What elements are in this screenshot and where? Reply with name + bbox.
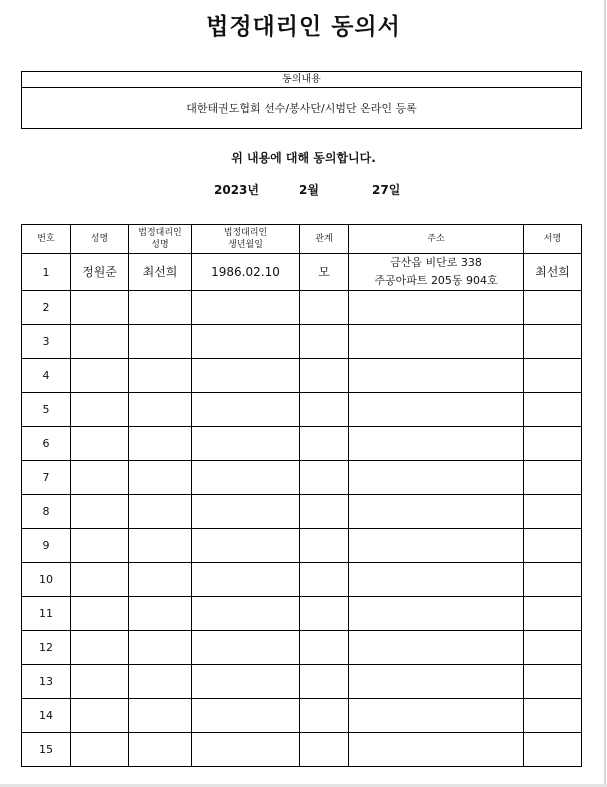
cell-name: [71, 733, 129, 767]
cell-number: 7: [22, 461, 71, 495]
table-body: [22, 254, 582, 767]
cell-relation: [300, 495, 349, 529]
table-row: [22, 427, 582, 461]
cell-address: [349, 254, 524, 291]
table-row: [22, 665, 582, 699]
cell-number: 3: [22, 325, 71, 359]
cell-number: 12: [22, 631, 71, 665]
header-guardian-birth-line: 생년월일: [228, 240, 263, 250]
cell-guardian-name: [129, 733, 192, 767]
cell-guardian-birth: [192, 495, 300, 529]
cell-name: 정원준: [71, 254, 129, 291]
cell-number: 10: [22, 563, 71, 597]
cell-guardian-birth: [192, 563, 300, 597]
cell-number: 1: [22, 254, 71, 291]
consent-text: 대한태권도협회 선수/봉사단/시범단 온라인 등록: [186, 102, 417, 115]
cell-number: 15: [22, 733, 71, 767]
cell-relation: [300, 393, 349, 427]
cell-address: [349, 325, 524, 359]
date-month: 2월: [299, 183, 319, 197]
cell-name: [71, 631, 129, 665]
cell-name: [71, 665, 129, 699]
address-line: 금산읍 비단로 338: [390, 256, 482, 269]
cell-guardian-name: [129, 427, 192, 461]
date-year: 2023년: [214, 183, 259, 197]
cell-signature: [524, 699, 582, 733]
cell-signature: [524, 597, 582, 631]
cell-signature: [524, 631, 582, 665]
header-guardian-name-line: 성명: [151, 240, 169, 250]
table-row: [22, 359, 582, 393]
table-row: [22, 631, 582, 665]
table-row: [22, 597, 582, 631]
table-header-row: [22, 225, 582, 254]
cell-relation: 모: [300, 254, 349, 291]
consent-header: 동의내용: [22, 72, 581, 88]
header-address: 주소: [349, 225, 524, 254]
cell-guardian-birth: [192, 665, 300, 699]
table-row: [22, 393, 582, 427]
cell-relation: [300, 733, 349, 767]
cell-relation: [300, 563, 349, 597]
header-guardian-birth: [192, 225, 300, 254]
cell-name: [71, 359, 129, 393]
cell-name: [71, 427, 129, 461]
cell-address: [349, 733, 524, 767]
table-row: [22, 461, 582, 495]
cell-guardian-name: [129, 631, 192, 665]
cell-name: [71, 461, 129, 495]
cell-guardian-birth: [192, 291, 300, 325]
date-day: 27일: [372, 183, 401, 197]
cell-address: [349, 631, 524, 665]
header-guardian-name: [129, 225, 192, 254]
cell-number: 4: [22, 359, 71, 393]
cell-signature: [524, 427, 582, 461]
page-edge-right: [604, 0, 606, 787]
cell-number: 14: [22, 699, 71, 733]
cell-number: 2: [22, 291, 71, 325]
table-row: [22, 495, 582, 529]
cell-signature: [524, 461, 582, 495]
cell-address: [349, 291, 524, 325]
header-guardian-name-line: 법정대리인: [138, 228, 182, 238]
table-row: [22, 325, 582, 359]
agreement-statement: 위 내용에 대해 동의합니다.: [231, 151, 376, 165]
cell-number: 6: [22, 427, 71, 461]
table-row: [22, 733, 582, 767]
cell-relation: [300, 597, 349, 631]
cell-name: [71, 325, 129, 359]
cell-relation: [300, 291, 349, 325]
cell-relation: [300, 325, 349, 359]
cell-guardian-birth: [192, 461, 300, 495]
guardian-table: [21, 224, 582, 767]
cell-guardian-birth: [192, 427, 300, 461]
cell-guardian-name: [129, 495, 192, 529]
cell-signature: [524, 359, 582, 393]
cell-name: [71, 291, 129, 325]
cell-address: [349, 427, 524, 461]
cell-number: 8: [22, 495, 71, 529]
cell-guardian-birth: 1986.02.10: [192, 254, 300, 291]
cell-guardian-name: [129, 393, 192, 427]
cell-address: [349, 529, 524, 563]
cell-signature: [524, 665, 582, 699]
cell-relation: [300, 631, 349, 665]
header-name: 성명: [71, 225, 129, 254]
cell-relation: [300, 427, 349, 461]
cell-signature: [524, 495, 582, 529]
table-row: [22, 291, 582, 325]
header-guardian-birth-line: 법정대리인: [223, 228, 268, 238]
cell-name: [71, 563, 129, 597]
cell-signature: [524, 325, 582, 359]
cell-signature: 최선희: [524, 254, 582, 291]
table-row: [22, 529, 582, 563]
cell-address: [349, 665, 524, 699]
cell-guardian-name: [129, 529, 192, 563]
address-line: 주공아파트 205동 904호: [374, 274, 498, 287]
cell-guardian-birth: [192, 733, 300, 767]
cell-name: [71, 393, 129, 427]
cell-name: [71, 597, 129, 631]
cell-guardian-birth: [192, 631, 300, 665]
cell-relation: [300, 699, 349, 733]
cell-number: 5: [22, 393, 71, 427]
cell-number: 11: [22, 597, 71, 631]
cell-number: 9: [22, 529, 71, 563]
cell-guardian-name: [129, 359, 192, 393]
cell-guardian-name: 최선희: [129, 254, 192, 291]
cell-name: [71, 529, 129, 563]
cell-address: [349, 597, 524, 631]
cell-guardian-birth: [192, 597, 300, 631]
cell-address: [349, 359, 524, 393]
cell-guardian-name: [129, 665, 192, 699]
cell-address: [349, 699, 524, 733]
cell-guardian-birth: [192, 699, 300, 733]
cell-name: [71, 699, 129, 733]
table-row: [22, 699, 582, 733]
header-number: 번호: [22, 225, 71, 254]
cell-guardian-name: [129, 325, 192, 359]
cell-relation: [300, 461, 349, 495]
cell-guardian-birth: [192, 359, 300, 393]
cell-guardian-name: [129, 597, 192, 631]
cell-relation: [300, 359, 349, 393]
cell-guardian-birth: [192, 393, 300, 427]
cell-address: [349, 393, 524, 427]
cell-guardian-birth: [192, 529, 300, 563]
cell-address: [349, 563, 524, 597]
cell-relation: [300, 529, 349, 563]
cell-signature: [524, 529, 582, 563]
cell-relation: [300, 665, 349, 699]
document-title: 법정대리인 동의서: [206, 13, 401, 40]
cell-signature: [524, 291, 582, 325]
cell-address: [349, 495, 524, 529]
cell-number: 13: [22, 665, 71, 699]
cell-address: [349, 461, 524, 495]
cell-guardian-name: [129, 563, 192, 597]
cell-guardian-name: [129, 461, 192, 495]
table-row: [22, 563, 582, 597]
cell-guardian-birth: [192, 325, 300, 359]
header-signature: 서명: [524, 225, 582, 254]
cell-guardian-name: [129, 291, 192, 325]
consent-box: [21, 71, 582, 129]
header-relation: 관계: [300, 225, 349, 254]
cell-signature: [524, 393, 582, 427]
cell-signature: [524, 563, 582, 597]
cell-guardian-name: [129, 699, 192, 733]
cell-signature: [524, 733, 582, 767]
cell-name: [71, 495, 129, 529]
table-row: [22, 254, 582, 291]
